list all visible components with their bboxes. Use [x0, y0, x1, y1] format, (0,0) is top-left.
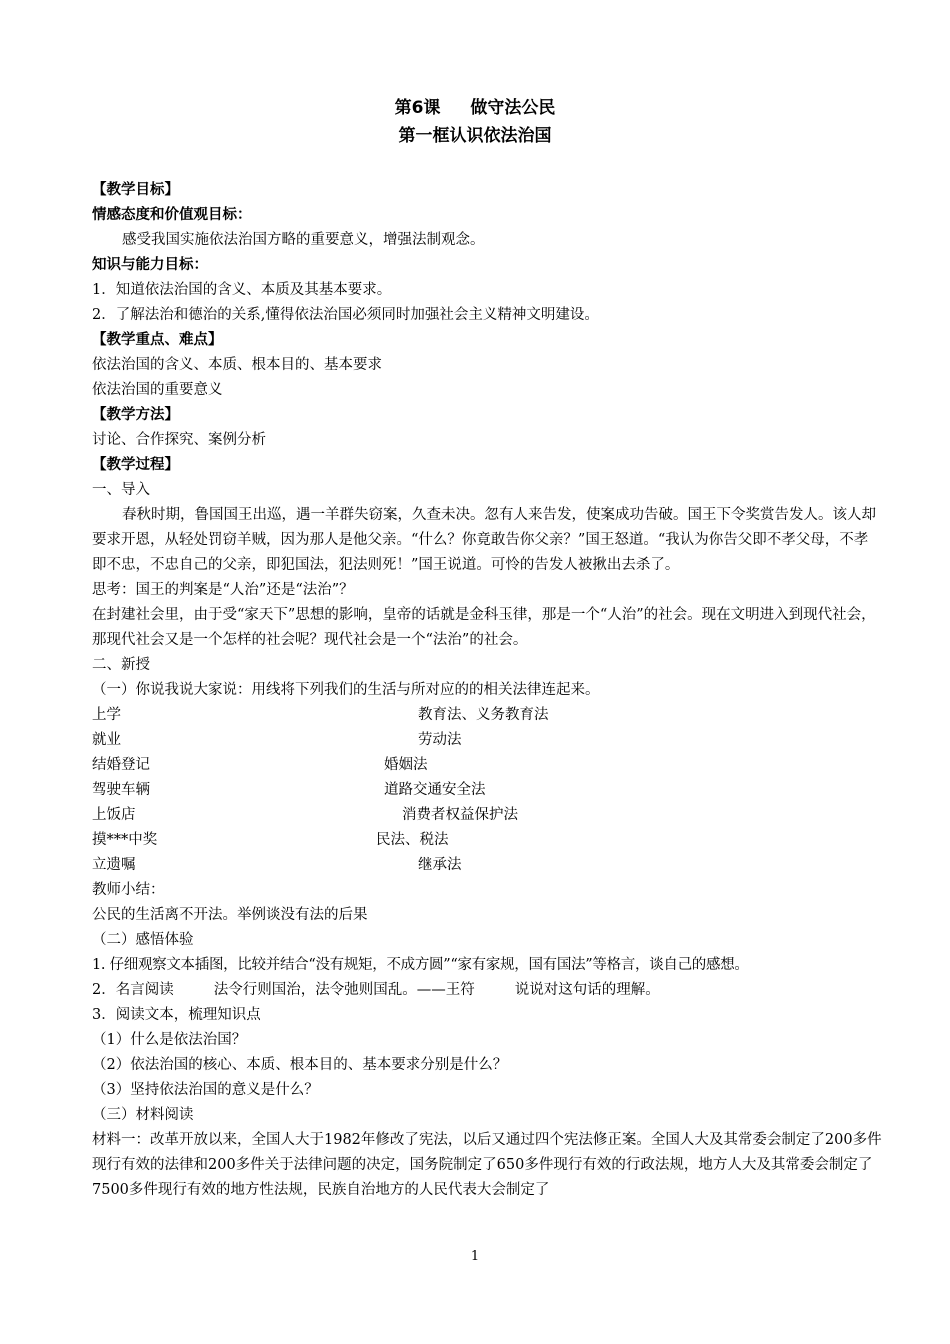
- intro-story: 春秋时期，鲁国国王出巡，遇一羊群失窃案，久查未决。忽有人来告发，使案成功告破。国王下令奖赏告发人。该人却要求开恩，从轻处罚窃羊贼，因为那人是他父亲。“什么？你竟敢告你父亲？”国王怒道。“我认为你告父即不孝父母，不孝即不忠，不忠自己的父亲，即犯国法，犯法则死！”国王说道。可怜的告发人被揪出去杀了。: [92, 507, 876, 573]
- key-point-2: 依法治国的重要意义: [92, 382, 223, 398]
- emotion-header: 情感态度和价值观目标：: [92, 207, 252, 223]
- new-lesson-header: 二、新授: [92, 657, 150, 673]
- intro-header: 一、导入: [92, 482, 150, 498]
- key-points-header: 【教学重点、难点】: [92, 332, 223, 348]
- document-body: [92, 178, 882, 1203]
- knowledge-item-2: 2．了解法治和德治的关系,懂得依法治国必须同时加强社会主义精神文明建设。: [92, 307, 599, 323]
- law-item: 婚姻法: [384, 757, 428, 773]
- question-2: （2）依法治国的核心、本质、根本目的、基本要求分别是什么？: [92, 1057, 508, 1073]
- method-header: 【教学方法】: [92, 407, 179, 423]
- matching-row: [92, 803, 882, 828]
- law-item: 继承法: [418, 857, 462, 873]
- method-text: 讨论、合作探究、案例分析: [92, 432, 266, 448]
- life-item: 上学: [92, 707, 121, 723]
- lesson-number: 第6课: [394, 98, 441, 118]
- matching-row: [92, 853, 882, 878]
- life-item: 上饭店: [92, 807, 136, 823]
- matching-row: [92, 753, 882, 778]
- law-item: 劳动法: [418, 732, 462, 748]
- matching-row: [92, 728, 882, 753]
- part2-header: （二）感悟体验: [92, 932, 194, 948]
- law-item: 民法、税法: [376, 832, 449, 848]
- matching-row: [92, 828, 882, 853]
- quote-text: 法令行则国治，法令弛则国乱。——王符: [213, 982, 475, 998]
- think-question: 思考：国王的判案是“人治”还是“法治”？: [92, 582, 354, 598]
- part3-header: （三）材料阅读: [92, 1107, 194, 1123]
- lesson-subtitle: 第一框认识依法治国: [398, 126, 552, 146]
- process-header: 【教学过程】: [92, 457, 179, 473]
- question-1: （1）什么是依法治国？: [92, 1032, 247, 1048]
- knowledge-item-1: 1．知道依法治国的含义、本质及其基本要求。: [92, 282, 392, 298]
- goals-header: 【教学目标】: [92, 182, 179, 198]
- lesson-title: [0, 96, 950, 120]
- summary-header: 教师小结：: [92, 882, 165, 898]
- life-item: 立遗嘱: [92, 857, 136, 873]
- knowledge-header: 知识与能力目标：: [92, 257, 208, 273]
- experience-item-3: 3．阅读文本，梳理知识点: [92, 1007, 261, 1023]
- page-number: 1: [470, 1249, 480, 1264]
- material-1: 材料一：改革开放以来，全国人大于1982年修改了宪法，以后又通过四个宪法修正案。全国人大及其常委会制定了200多件现行有效的法律和200多件关于法律问题的决定，国务院制定了650多件现行有效的行政法规，地方人大及其常委会制定了7500多件现行有效的地方性法规，民族自治地方的人民代表大会制定了: [92, 1132, 882, 1198]
- matching-row: [92, 778, 882, 803]
- think-explanation: 在封建社会里，由于受“家天下”思想的影响，皇帝的话就是金科玉律，那是一个“人治”的社会。现在文明进入到现代社会，那现代社会又是一个怎样的社会呢？现代社会是一个“法治”的社会。: [92, 607, 876, 648]
- lesson-name: 做守法公民: [470, 98, 556, 118]
- experience-item-2: [92, 978, 882, 1003]
- life-item: 就业: [92, 732, 121, 748]
- life-item: 驾驶车辆: [92, 782, 150, 798]
- emotion-text: 感受我国实施依法治国方略的重要意义，增强法制观念。: [122, 232, 485, 248]
- quote-prompt: 说说对这句话的理解。: [514, 982, 660, 998]
- experience-item-1: 1. 仔细观察文本插图，比较并结合“没有规矩，不成方圆”“家有家规，国有国法”等格言，谈自己的感想。: [92, 957, 749, 973]
- matching-row: [92, 703, 882, 728]
- key-point-1: 依法治国的含义、本质、根本目的、基本要求: [92, 357, 382, 373]
- law-item: 教育法、义务教育法: [418, 707, 549, 723]
- life-item: 结婚登记: [92, 757, 150, 773]
- law-item: 道路交通安全法: [384, 782, 486, 798]
- part1-header: （一）你说我说大家说：用线将下列我们的生活与所对应的的相关法律连起来。: [92, 682, 600, 698]
- quote-label: 2．名言阅读: [92, 982, 174, 998]
- summary-text: 公民的生活离不开法。举例谈没有法的后果: [92, 907, 368, 923]
- question-3: （3）坚持依法治国的意义是什么？: [92, 1082, 319, 1098]
- life-item: 摸***中奖: [92, 832, 158, 848]
- law-item: 消费者权益保护法: [402, 807, 518, 823]
